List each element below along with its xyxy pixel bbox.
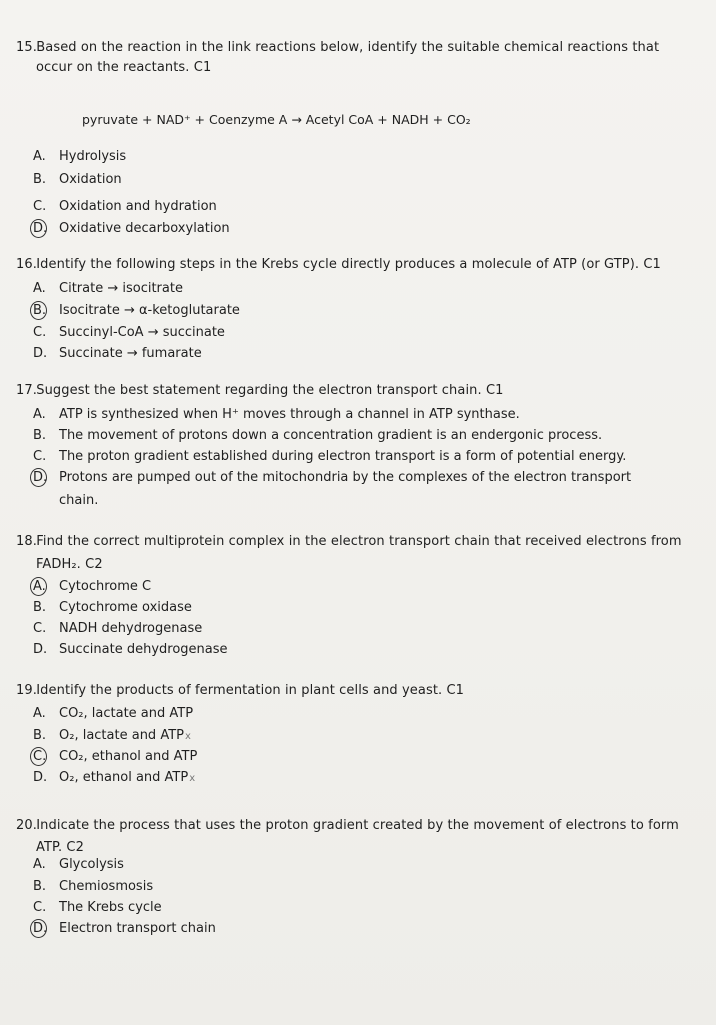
- q17-option-d[interactable]: D. Protons are pumped out of the mitochondria by the complexes of the electron transport: [33, 469, 673, 487]
- question-16-stem: 16. Identify the following steps in the Krebs cycle directly produces a molecule of ATP (or GTP). C1: [16, 257, 661, 272]
- answer-circle-mark: [30, 747, 47, 766]
- question-19-stem: 19. Identify the products of fermentation in plant cells and yeast. C1: [16, 683, 465, 698]
- q18-option-a[interactable]: A. Cytochrome C: [33, 578, 673, 596]
- q20-option-a[interactable]: A. Glycolysis: [33, 857, 124, 872]
- q20-option-b[interactable]: B. Chemiosmosis: [33, 879, 154, 894]
- reaction-equation: pyruvate + NAD⁺ + Coenzyme A → Acetyl CoA + NADH + CO₂: [82, 112, 471, 127]
- q18-option-c[interactable]: C. NADH dehydrogenase: [33, 621, 203, 636]
- q17-option-d-line2: chain.: [59, 493, 99, 508]
- answer-circle-mark: [30, 577, 47, 596]
- q16-option-a[interactable]: A. Citrate → isocitrate: [33, 281, 183, 296]
- question-20-stem: 20. Indicate the process that uses the proton gradient created by the movement of electrons to form: [16, 818, 679, 833]
- q17-option-b[interactable]: B. The movement of protons down a concentration gradient is an endergonic process.: [33, 428, 603, 443]
- answer-circle-mark: [30, 468, 47, 487]
- answer-circle-mark: [30, 301, 47, 320]
- question-15-stem: 15. Based on the reaction in the link reactions below, identify the suitable chemical reactions that: [16, 40, 660, 55]
- question-15-stem-line2: occur on the reactants. C1: [36, 60, 212, 75]
- q15-option-d[interactable]: D. Oxidative decarboxylation: [33, 220, 673, 238]
- question-17-stem: 17. Suggest the best statement regarding the electron transport chain. C1: [16, 383, 504, 398]
- q15-option-c[interactable]: C. Oxidation and hydration: [33, 199, 217, 214]
- q19-option-d[interactable]: D. O₂, ethanol and ATPx: [33, 770, 196, 785]
- question-18-stem: 18. Find the correct multiprotein complex in the electron transport chain that received electrons from: [16, 534, 682, 549]
- q17-option-a[interactable]: A. ATP is synthesized when H⁺ moves through a channel in ATP synthase.: [33, 407, 520, 422]
- q18-option-b[interactable]: B. Cytochrome oxidase: [33, 600, 192, 615]
- q19-option-c[interactable]: C. CO₂, ethanol and ATP: [33, 748, 673, 766]
- answer-circle-mark: [30, 919, 47, 938]
- answer-circle-mark: [30, 219, 47, 238]
- q15-option-a[interactable]: A. Hydrolysis: [33, 149, 127, 164]
- q19-option-b[interactable]: B. O₂, lactate and ATPx: [33, 728, 191, 743]
- q15-option-b[interactable]: B. Oxidation: [33, 172, 122, 187]
- q20-option-c[interactable]: C. The Krebs cycle: [33, 900, 162, 915]
- q17-option-c[interactable]: C. The proton gradient established during electron transport is a form of potential energy.: [33, 449, 627, 464]
- question-20-stem-line2: ATP. C2: [36, 840, 84, 855]
- q16-option-d[interactable]: D. Succinate → fumarate: [33, 346, 202, 361]
- q16-option-b[interactable]: B. Isocitrate → α-ketoglutarate: [33, 302, 673, 320]
- pencil-x-mark: x: [189, 773, 196, 784]
- q19-option-a[interactable]: A. CO₂, lactate and ATP: [33, 706, 194, 721]
- q16-option-c[interactable]: C. Succinyl-CoA → succinate: [33, 325, 225, 340]
- pencil-x-mark: x: [184, 731, 191, 742]
- q20-option-d[interactable]: D. Electron transport chain: [33, 920, 673, 938]
- question-18-stem-line2: FADH₂. C2: [36, 557, 103, 572]
- q18-option-d[interactable]: D. Succinate dehydrogenase: [33, 642, 228, 657]
